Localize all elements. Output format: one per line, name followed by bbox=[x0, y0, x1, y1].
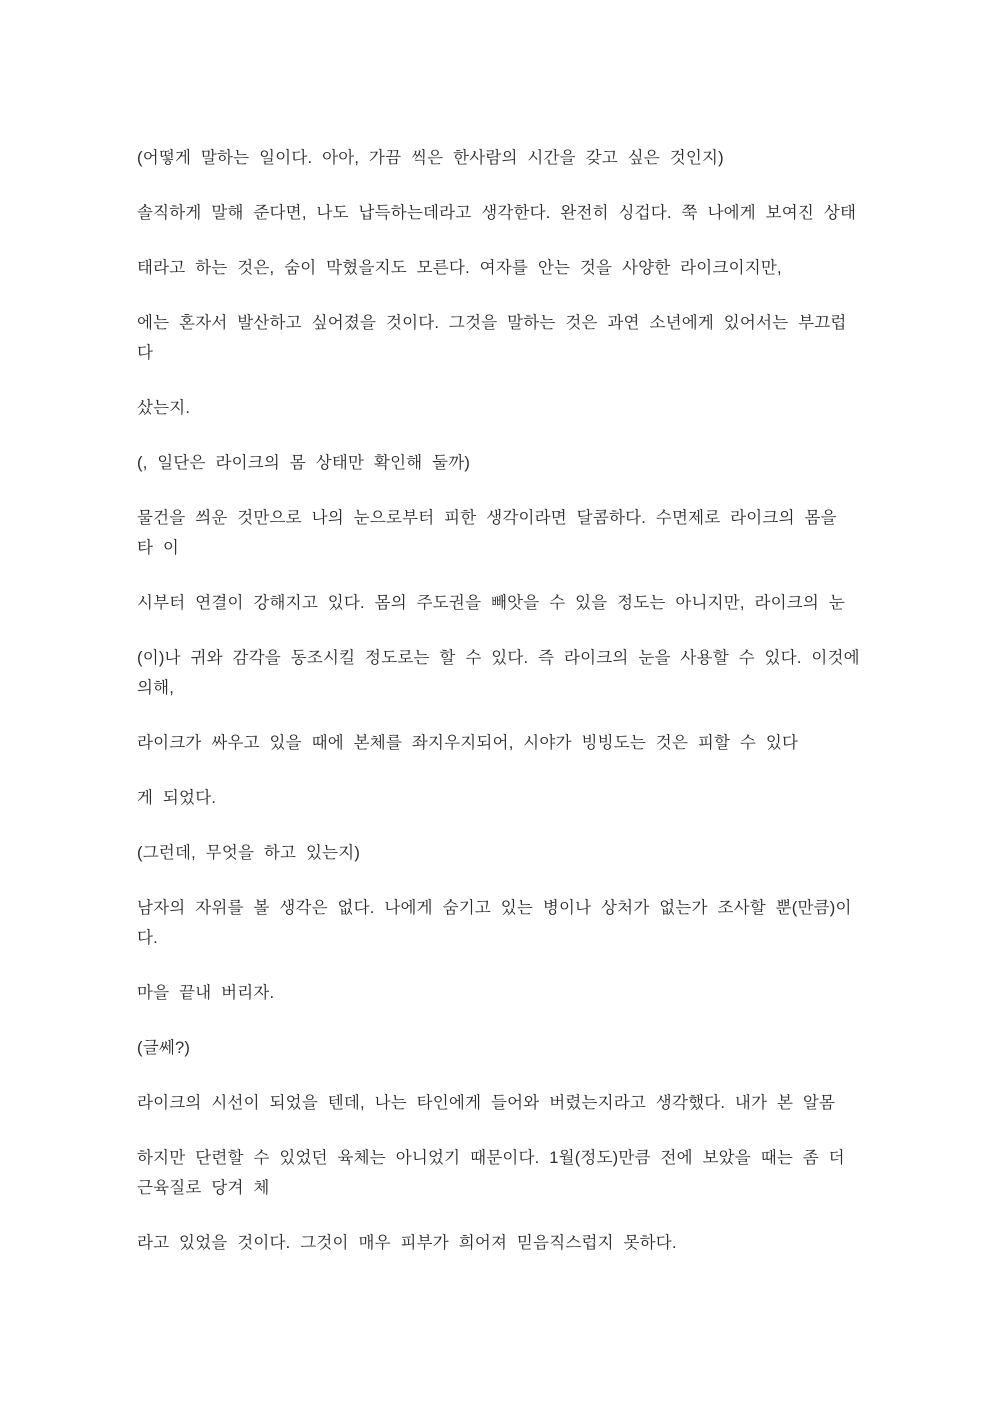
paragraph bbox=[137, 198, 892, 228]
paragraph bbox=[137, 1033, 892, 1063]
text-line: 남자의 자위를 볼 생각은 없다. 나에게 숨기고 있는 병이나 상처가 없는가 조사할 뿐(만큼)이 bbox=[137, 899, 852, 917]
text-line: (어떻게 말하는 일이다. 아아, 가끔 씩은 한사람의 시간을 갖고 싶은 것인지) bbox=[137, 149, 724, 167]
paragraph bbox=[137, 893, 892, 953]
text-line: (이)나 귀와 감각을 동조시킬 정도로는 할 수 있다. 즉 라이크의 눈을 사용할 수 있다. 이것에 bbox=[137, 649, 860, 667]
text-line: 샀는지. bbox=[137, 399, 191, 417]
text-line: 의해, bbox=[137, 679, 175, 697]
text-line: 라이크의 시선이 되었을 텐데, 나는 타인에게 들어와 버렸는지라고 생각했다. 내가 본 알몸 bbox=[137, 1094, 836, 1112]
paragraph bbox=[137, 503, 892, 563]
text-line: 에는 혼자서 발산하고 싶어졌을 것이다. 그것을 말하는 것은 과연 소년에게 있어서는 부끄럽 bbox=[137, 314, 847, 332]
text-line: 솔직하게 말해 준다면, 나도 납득하는데라고 생각한다. 완전히 싱겁다. 쭉 나에게 보여진 상태 bbox=[137, 204, 857, 222]
paragraph bbox=[137, 783, 892, 813]
paragraph bbox=[137, 448, 892, 478]
text-line: (글쎄?) bbox=[137, 1039, 191, 1057]
text-line: 라고 있었을 것이다. 그것이 매우 피부가 희어져 믿음직스럽지 못하다. bbox=[137, 1234, 677, 1252]
text-line: 타 이 bbox=[137, 539, 180, 557]
paragraph bbox=[137, 1088, 892, 1118]
paragraph bbox=[137, 1143, 892, 1203]
paragraph bbox=[137, 393, 892, 423]
paragraph bbox=[137, 143, 892, 173]
paragraph bbox=[137, 308, 892, 368]
document-text bbox=[137, 143, 892, 1258]
text-line: 하지만 단련할 수 있었던 육체는 아니었기 때문이다. 1월(정도)만큼 전에 보았을 때는 좀 더 bbox=[137, 1149, 845, 1167]
paragraph bbox=[137, 253, 892, 283]
text-line: 시부터 연결이 강해지고 있다. 몸의 주도권을 빼앗을 수 있을 정도는 아니지만, 라이크의 눈 bbox=[137, 594, 845, 612]
paragraph bbox=[137, 728, 892, 758]
paragraph bbox=[137, 838, 892, 868]
paragraph bbox=[137, 588, 892, 618]
text-line: (그런데, 무엇을 하고 있는지) bbox=[137, 844, 361, 862]
paragraph bbox=[137, 978, 892, 1008]
text-line: 게 되었다. bbox=[137, 789, 217, 807]
paragraph bbox=[137, 643, 892, 703]
text-line: (, 일단은 라이크의 몸 상태만 확인해 둘까) bbox=[137, 454, 471, 472]
text-line: 태라고 하는 것은, 숨이 막혔을지도 모른다. 여자를 안는 것을 사양한 라이크이지만, bbox=[137, 259, 782, 277]
text-line: 라이크가 싸우고 있을 때에 본체를 좌지우지되어, 시야가 빙빙도는 것은 피할 수 있다 bbox=[137, 734, 799, 752]
text-line: 마을 끝내 버리자. bbox=[137, 984, 275, 1002]
text-line: 근육질로 당겨 체 bbox=[137, 1179, 270, 1197]
text-line: 다 bbox=[137, 344, 154, 362]
text-line: 물건을 씌운 것만으로 나의 눈으로부터 피한 생각이라면 달콤하다. 수면제로 라이크의 몸을 bbox=[137, 509, 837, 527]
text-line: 다. bbox=[137, 929, 158, 947]
paragraph bbox=[137, 1228, 892, 1258]
